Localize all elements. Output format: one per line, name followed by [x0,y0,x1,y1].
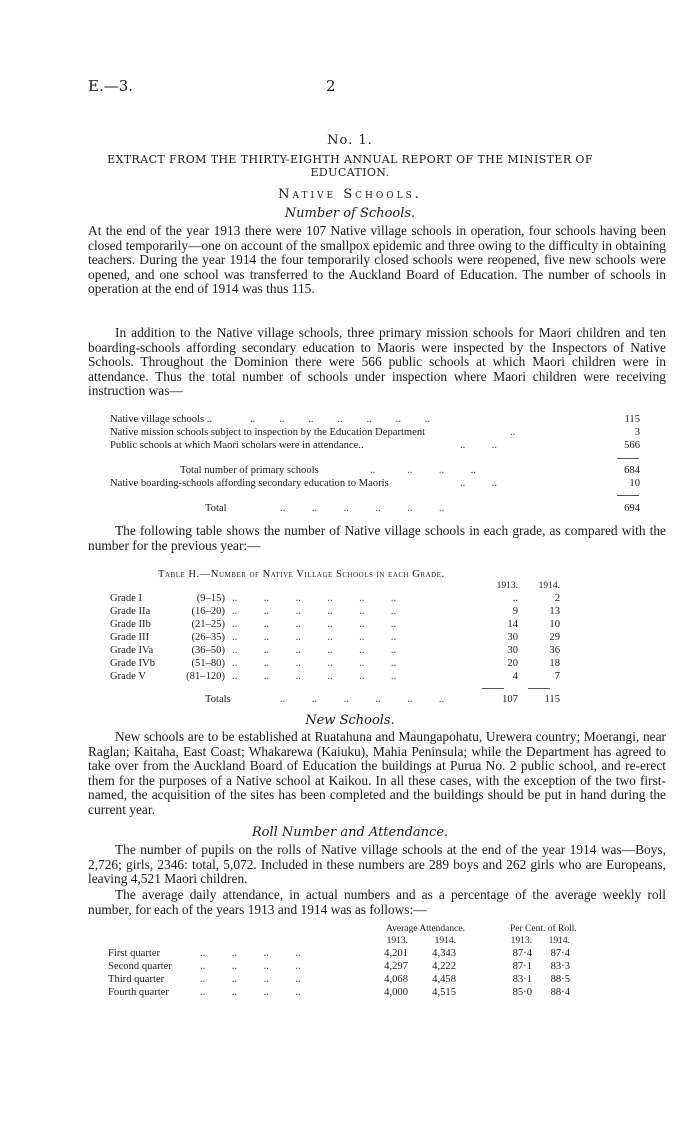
grade-1913-value: 4 [512,671,518,682]
quarter-label: Fourth quarter [108,987,169,998]
grade-1914-value: 13 [549,606,560,617]
subsection-heading: Number of Schools. [284,206,416,221]
grade-label: Grade IIa [110,606,151,617]
avg-1914-value: 4,458 [432,974,456,985]
pct-1913-value: 87·4 [512,948,532,959]
extract-title-line1: EXTRACT FROM THE THIRTY-EIGHTH ANNUAL REPORT OF THE MINISTER OF [107,153,593,166]
paragraph-attendance-intro: The average daily attendance, in actual numbers and as a percentage of the average weekly roll number, for each of the years 1913 and 1914 was as follows:— [88,887,666,917]
grade-1913-value: 30 [507,645,518,656]
total-1914: 115 [544,694,560,705]
grade-label: Grade III [110,632,150,643]
avg-1913-value: 4,068 [384,974,408,985]
grade-1914-value: 29 [549,632,560,643]
grade-label: Grade IVb [110,658,156,669]
grade-label: Grade IVa [110,645,154,656]
avg-1913-value: 4,000 [384,987,408,998]
grade-1913-value: .. [512,593,518,604]
paragraph-roll: The number of pupils on the rolls of Native village schools at the end of the year 1914 was—Boys, 2,726; girls, 2346: total, 5,072. Included in these numbers are 289 boys and 262 girls who are Europeans, leaving 4,521 Maori children. [88,842,666,887]
grade-1914-value: 36 [549,645,560,656]
list-value: 115 [624,414,640,425]
grade-range: (51–80) [191,658,225,669]
grade-1913-value: 20 [507,658,518,669]
list-value: 684 [624,465,640,476]
col-pct-1913: 1913. [510,936,532,946]
grade-1913-value: 30 [507,632,518,643]
quarter-label: First quarter [108,948,161,959]
grade-range: (16–20) [191,606,225,617]
list-item: Native village schools .. [110,414,213,425]
grade-1914-value: 2 [554,593,560,604]
paragraph-table-intro: The following table shows the number of Native village schools in each grade, as compared with the number for the previous year:— [88,523,666,553]
extract-title-line2: EDUCATION. [310,166,390,179]
grade-label: Grade IIb [110,619,151,630]
page-number: 2 [326,77,336,95]
list-item: Native boarding-schools affording secondary education to Maoris [110,478,389,489]
roll-heading: Roll Number and Attendance. [251,825,449,840]
grade-range: (36–50) [191,645,225,656]
avg-1914-value: 4,222 [432,961,456,972]
list-value: 566 [624,440,640,451]
pct-1914-value: 83·3 [550,961,570,972]
pct-1913-value: 85·0 [512,987,532,998]
grade-1914-value: 18 [549,658,560,669]
pct-1914-value: 88·4 [550,987,570,998]
avg-1914-value: 4,515 [432,987,456,998]
pct-roll-header: Per Cent. of Roll. [510,924,577,934]
col-avg-1914: 1914. [434,936,456,946]
paragraph-number-of-schools: At the end of the year 1913 there were 107 Native village schools in operation, four schools having been closed temporarily—one on account of the smallpox epidemic and three owing to the difficulty in obtaining teachers. During the year 1914 the four temporarily closed schools were reopened, five new schools were opened, and one school was transferred to the Auckland Board of Education. The number of schools in operation at the end of 1914 was thus 115. [88,223,666,297]
quarter-label: Third quarter [108,974,165,985]
grade-1913-value: 9 [512,606,518,617]
col-1914: 1914. [538,581,560,591]
pct-1914-value: 87·4 [550,948,570,959]
paragraph-mission-schools: In addition to the Native village schools, three primary mission schools for Maori children and ten boarding-schools affording secondary education to Maoris were inspected by the Inspectors of Native Schools. Throughout the Dominion there were 566 public schools at which Maori children were in attendance. Thus the total number of schools under inspection where Maori children were receiving instruction was— [88,325,666,399]
list-item: Public schools at which Maori scholars were in attendance.. [110,440,364,451]
grade-range: (21–25) [191,619,225,630]
quarter-label: Second quarter [108,961,172,972]
list-value: 3 [634,427,640,438]
avg-1913-value: 4,201 [384,948,408,959]
grade-range: (9–15) [196,593,225,604]
list-value: 694 [624,503,640,514]
page-code: E.—3. [88,77,134,95]
list-value: 10 [629,478,640,489]
pct-1913-value: 83·1 [512,974,532,985]
paragraph-new-schools: New schools are to be established at Ruatahuna and Maungapohatu, Urewera country; Moerangi, near Raglan; Kaitaha, East Coast; Whakarewa (Kaiuku), Mahia Peninsula; while the Department has agreed to take over from the Auckland Board of Education the buildings at Purua No. 2 public school, and re-erect them for the purposes of a Native school at Kaikou. In all these cases, with the exception of the two first-named, the acquisition of the sites has been completed and the buildings should be put in hand during the current year. [88,729,666,817]
table-h-caption: Table H.—Number of Native Village Schools in each Grade. [158,569,445,580]
grade-range: (81–120) [186,671,225,682]
grade-1914-value: 7 [554,671,560,682]
grade-1913-value: 14 [507,619,518,630]
pct-1914-value: 88·5 [550,974,570,985]
col-pct-1914: 1914. [548,936,570,946]
avg-1913-value: 4,297 [384,961,408,972]
document-number: No. 1. [327,133,373,148]
col-1913: 1913. [496,581,518,591]
grade-1914-value: 10 [549,619,560,630]
avg-1914-value: 4,343 [432,948,456,959]
new-schools-heading: New Schools. [305,713,395,728]
total-1913: 107 [502,694,518,705]
grade-range: (26–35) [191,632,225,643]
grade-label: Grade I [110,593,143,604]
avg-attendance-header: Average Attendance. [386,924,465,934]
list-item-total: Total [205,503,227,514]
pct-1913-value: 87·1 [512,961,532,972]
list-item-total-primary: Total number of primary schools [180,465,319,476]
list-item: Native mission schools subject to inspection by the Education Department [110,427,426,438]
col-avg-1913: 1913. [386,936,408,946]
totals-label: Totals [205,694,231,705]
grade-label: Grade V [110,671,146,682]
section-heading: Native Schools. [278,187,422,202]
